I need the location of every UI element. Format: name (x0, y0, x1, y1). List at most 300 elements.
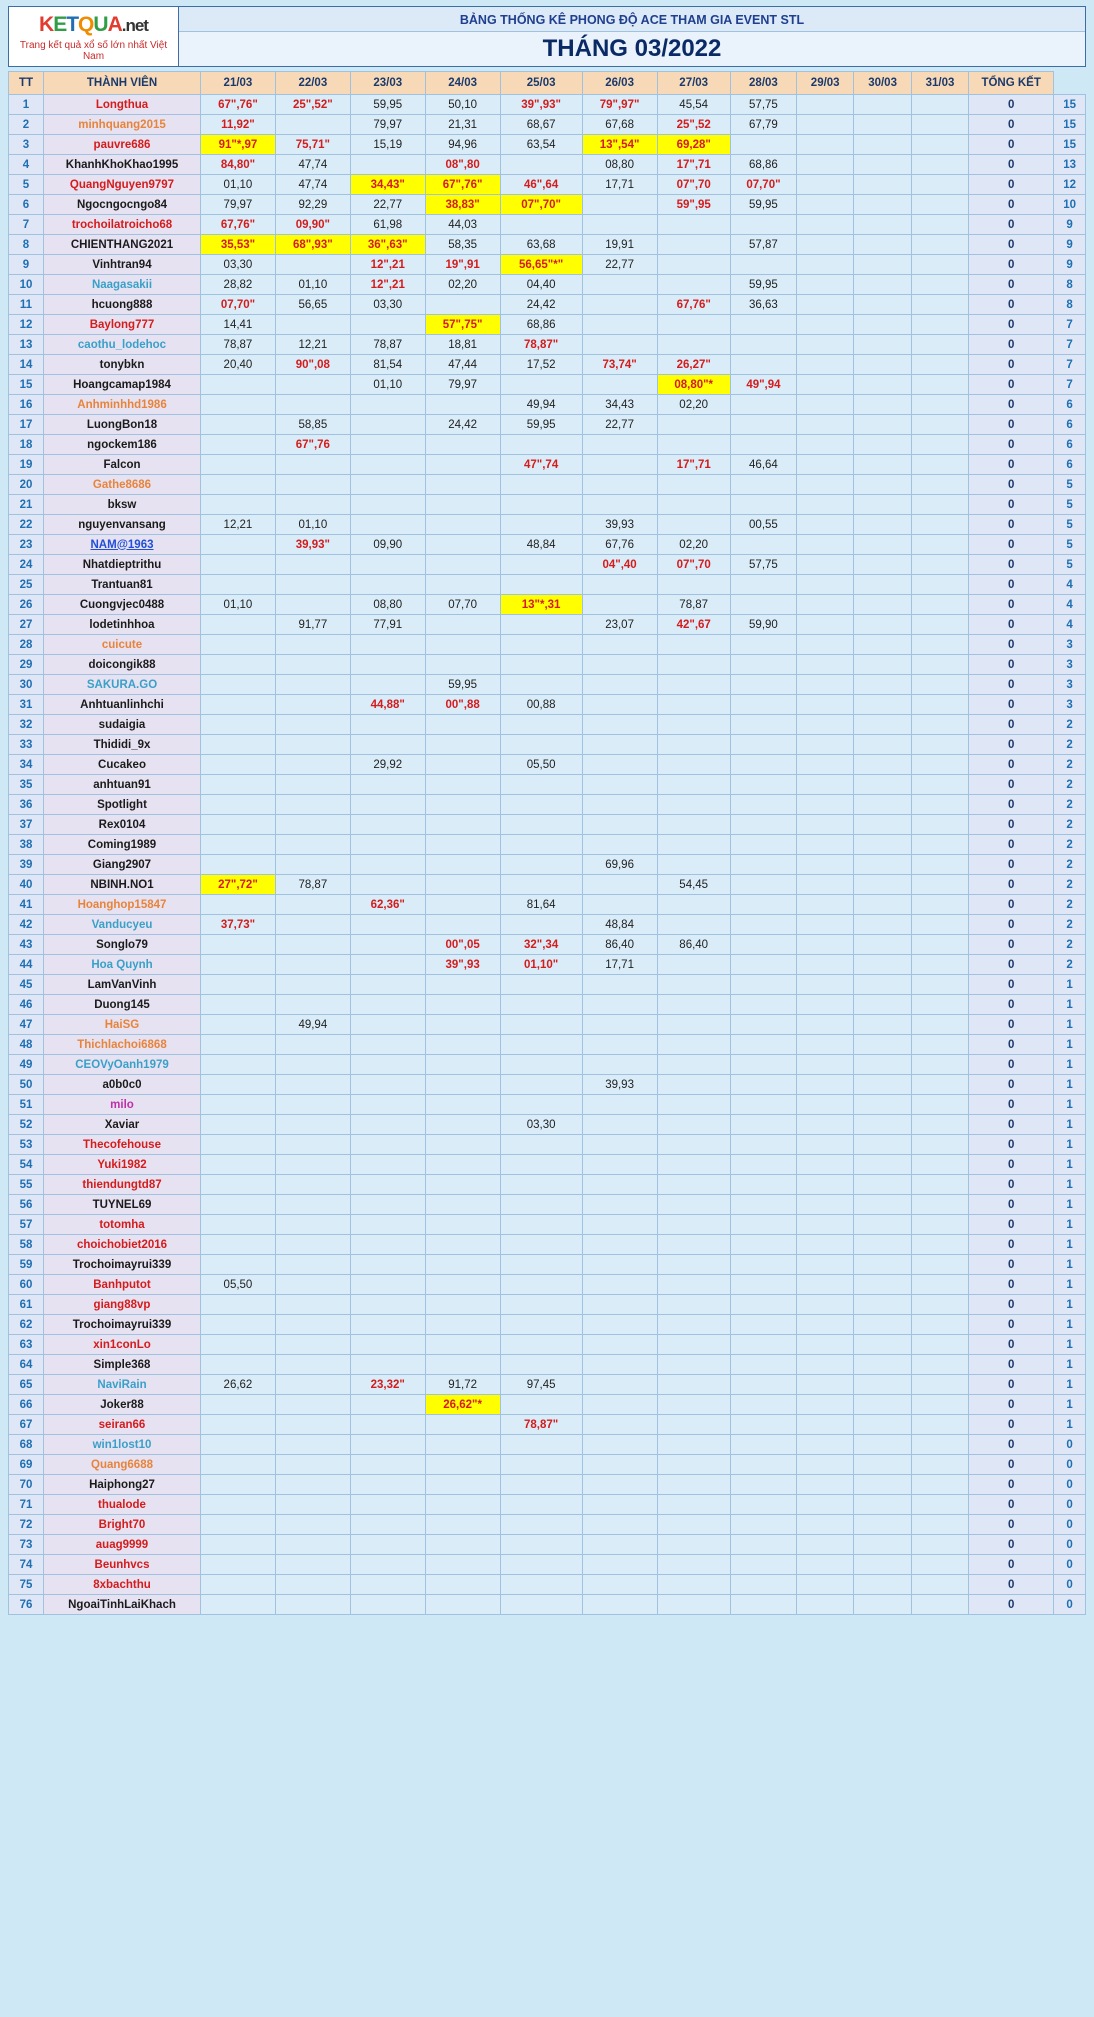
table-row (9, 695, 1086, 715)
score-cell (350, 715, 425, 735)
zero-count: 0 (969, 1535, 1054, 1555)
member-name-label: win1lost10 (92, 1438, 152, 1451)
site-logo[interactable] (9, 7, 179, 66)
score-cell (911, 1435, 968, 1455)
table-row (9, 1515, 1086, 1535)
score-cell (797, 1015, 854, 1035)
row-index: 63 (9, 1335, 44, 1355)
score-cell (500, 815, 582, 835)
score-cell (657, 1335, 730, 1355)
score-cell (854, 1175, 911, 1195)
score-cell (657, 1455, 730, 1475)
total-score: 1 (1054, 1335, 1086, 1355)
score-cell (797, 1275, 854, 1295)
score-cell (425, 395, 500, 415)
score-cell (657, 1295, 730, 1315)
member-name[interactable] (44, 655, 201, 675)
score-cell: 26,27" (657, 355, 730, 375)
member-name-label: sudaigia (98, 718, 146, 731)
member-name[interactable] (44, 835, 201, 855)
score-cell (500, 555, 582, 575)
member-name[interactable] (44, 1435, 201, 1455)
score-cell (350, 675, 425, 695)
score-cell (730, 1115, 796, 1135)
member-name[interactable] (44, 1575, 201, 1595)
score-cell (797, 1475, 854, 1495)
zero-count: 0 (969, 415, 1054, 435)
score-cell (350, 1235, 425, 1255)
total-score: 0 (1054, 1555, 1086, 1575)
score-cell (350, 515, 425, 535)
score-cell (911, 1295, 968, 1315)
score-cell (854, 535, 911, 555)
score-cell: 78,87" (500, 1415, 582, 1435)
score-cell (350, 1535, 425, 1555)
member-name[interactable] (44, 1075, 201, 1095)
score-cell: 47,74 (275, 175, 350, 195)
score-cell (911, 1055, 968, 1075)
member-name[interactable] (44, 1515, 201, 1535)
score-cell (854, 415, 911, 435)
score-cell (911, 895, 968, 915)
row-index: 37 (9, 815, 44, 835)
score-cell (500, 795, 582, 815)
score-cell (730, 355, 796, 375)
score-cell (730, 1435, 796, 1455)
member-name[interactable] (44, 615, 201, 635)
member-name[interactable] (44, 335, 201, 355)
score-cell (657, 1395, 730, 1415)
row-index: 13 (9, 335, 44, 355)
row-index: 38 (9, 835, 44, 855)
score-cell (730, 1455, 796, 1475)
score-cell: 05,50 (201, 1275, 276, 1295)
total-score: 0 (1054, 1495, 1086, 1515)
table-row (9, 575, 1086, 595)
score-cell: 12",21 (350, 275, 425, 295)
score-cell (730, 715, 796, 735)
member-name[interactable] (44, 955, 201, 975)
score-cell (201, 635, 276, 655)
member-name[interactable] (44, 175, 201, 195)
member-name-label: NaviRain (97, 1378, 147, 1391)
total-score: 2 (1054, 875, 1086, 895)
score-cell (275, 1035, 350, 1055)
score-cell (275, 1075, 350, 1095)
total-score: 7 (1054, 315, 1086, 335)
score-cell: 44,88" (350, 695, 425, 715)
table-head (9, 72, 1086, 95)
score-cell (425, 655, 500, 675)
score-cell (350, 555, 425, 575)
score-cell (425, 1115, 500, 1135)
member-name[interactable] (44, 1455, 201, 1475)
score-cell (425, 455, 500, 475)
member-name[interactable] (44, 815, 201, 835)
member-name[interactable] (44, 495, 201, 515)
score-cell (730, 1595, 796, 1615)
score-cell: 42",67 (657, 615, 730, 635)
table-row (9, 755, 1086, 775)
score-cell (350, 835, 425, 855)
score-cell (500, 1555, 582, 1575)
member-name[interactable] (44, 215, 201, 235)
member-name-label: tonybkn (99, 358, 145, 371)
score-cell (854, 855, 911, 875)
score-cell: 79,97 (201, 195, 276, 215)
score-cell: 08,80 (350, 595, 425, 615)
score-cell (582, 575, 657, 595)
total-score: 1 (1054, 1375, 1086, 1395)
score-cell (911, 855, 968, 875)
score-cell (425, 875, 500, 895)
table-row (9, 1595, 1086, 1615)
zero-count: 0 (969, 315, 1054, 335)
member-name[interactable] (44, 355, 201, 375)
score-cell (350, 1135, 425, 1155)
total-score: 1 (1054, 1075, 1086, 1095)
score-cell (201, 675, 276, 695)
score-cell: 07",70 (657, 175, 730, 195)
score-cell (911, 1555, 968, 1575)
score-cell (657, 995, 730, 1015)
table-row (9, 1215, 1086, 1235)
score-cell (797, 1335, 854, 1355)
score-cell (911, 115, 968, 135)
member-name[interactable] (44, 775, 201, 795)
member-name[interactable] (44, 1595, 201, 1615)
score-cell (350, 915, 425, 935)
score-cell (730, 935, 796, 955)
member-name[interactable] (44, 155, 201, 175)
member-name[interactable] (44, 895, 201, 915)
member-name[interactable] (44, 475, 201, 495)
member-name[interactable] (44, 435, 201, 455)
column-header-day-29-03: 29/03 (797, 72, 854, 95)
table-row (9, 895, 1086, 915)
row-index: 9 (9, 255, 44, 275)
member-name[interactable] (44, 1015, 201, 1035)
score-cell (201, 835, 276, 855)
score-cell (797, 495, 854, 515)
score-cell (854, 255, 911, 275)
table-row (9, 195, 1086, 215)
member-name[interactable] (44, 1395, 201, 1415)
member-name[interactable] (44, 375, 201, 395)
score-cell (730, 995, 796, 1015)
member-name[interactable] (44, 695, 201, 715)
score-cell (911, 255, 968, 275)
member-name[interactable] (44, 1115, 201, 1135)
member-name[interactable] (44, 295, 201, 315)
member-name[interactable] (44, 1535, 201, 1555)
row-index: 15 (9, 375, 44, 395)
score-cell (201, 1335, 276, 1355)
member-name[interactable] (44, 1055, 201, 1075)
score-cell: 81,54 (350, 355, 425, 375)
member-name-label: Hoa Quynh (91, 958, 153, 971)
table-row (9, 1035, 1086, 1055)
score-cell (201, 1435, 276, 1455)
zero-count: 0 (969, 815, 1054, 835)
logo-slogan: Trang kết quả xổ số lớn nhất Việt Nam (19, 40, 168, 62)
score-cell (275, 1255, 350, 1275)
score-cell (350, 1575, 425, 1595)
member-name[interactable] (44, 535, 201, 555)
score-cell (911, 955, 968, 975)
zero-count: 0 (969, 715, 1054, 735)
member-name[interactable] (44, 315, 201, 335)
row-index: 64 (9, 1355, 44, 1375)
score-cell (730, 1495, 796, 1515)
member-name[interactable] (44, 515, 201, 535)
score-cell (500, 475, 582, 495)
score-cell (797, 395, 854, 415)
member-name[interactable] (44, 1215, 201, 1235)
member-name[interactable] (44, 275, 201, 295)
member-name[interactable] (44, 1375, 201, 1395)
score-cell (730, 975, 796, 995)
member-name[interactable] (44, 915, 201, 935)
member-name[interactable] (44, 1315, 201, 1335)
total-score: 1 (1054, 1395, 1086, 1415)
score-cell (911, 935, 968, 955)
member-name[interactable] (44, 135, 201, 155)
table-row (9, 455, 1086, 475)
score-cell (797, 415, 854, 435)
member-name[interactable] (44, 1175, 201, 1195)
score-cell (350, 1315, 425, 1335)
table-row (9, 295, 1086, 315)
member-name-label: giang88vp (93, 1298, 151, 1311)
score-cell (500, 1535, 582, 1555)
zero-count: 0 (969, 675, 1054, 695)
score-cell (425, 895, 500, 915)
member-name-label: SAKURA.GO (86, 678, 158, 691)
score-cell (201, 1215, 276, 1235)
member-name-label: milo (110, 1098, 134, 1111)
score-cell (797, 935, 854, 955)
score-cell (854, 1555, 911, 1575)
zero-count: 0 (969, 875, 1054, 895)
score-cell (201, 1595, 276, 1615)
score-cell (854, 1275, 911, 1295)
table-row (9, 215, 1086, 235)
score-cell (582, 815, 657, 835)
score-cell (854, 1455, 911, 1475)
score-cell (730, 735, 796, 755)
member-name[interactable] (44, 195, 201, 215)
table-row (9, 1175, 1086, 1195)
score-cell: 00",05 (425, 935, 500, 955)
score-cell (582, 795, 657, 815)
score-cell (657, 1595, 730, 1615)
total-score: 3 (1054, 695, 1086, 715)
score-cell (350, 1555, 425, 1575)
score-cell: 90",08 (275, 355, 350, 375)
column-header-day-22-03: 22/03 (275, 72, 350, 95)
member-name[interactable] (44, 935, 201, 955)
score-cell (201, 1175, 276, 1195)
row-index: 68 (9, 1435, 44, 1455)
member-name[interactable] (44, 875, 201, 895)
member-name[interactable] (44, 1135, 201, 1155)
score-cell: 03,30 (350, 295, 425, 315)
member-name[interactable] (44, 1155, 201, 1175)
row-index: 5 (9, 175, 44, 195)
member-name[interactable] (44, 755, 201, 775)
score-cell (911, 615, 968, 635)
table-row (9, 1435, 1086, 1455)
member-name-label: Thididi_9x (93, 738, 151, 751)
member-name[interactable] (44, 595, 201, 615)
score-cell (657, 1475, 730, 1495)
score-cell (350, 1435, 425, 1455)
member-name[interactable] (44, 95, 201, 115)
score-cell (425, 535, 500, 555)
member-name[interactable] (44, 975, 201, 995)
score-cell (730, 1235, 796, 1255)
header-title: THÁNG 03/2022 (179, 32, 1085, 66)
member-name[interactable] (44, 635, 201, 655)
score-cell (500, 915, 582, 935)
score-cell (911, 275, 968, 295)
score-cell (797, 275, 854, 295)
member-name[interactable] (44, 1555, 201, 1575)
score-cell (425, 1415, 500, 1435)
total-score: 9 (1054, 235, 1086, 255)
score-cell (657, 1255, 730, 1275)
member-name[interactable] (44, 1295, 201, 1315)
member-name-label: nguyenvansang (78, 518, 166, 531)
score-cell: 07",70 (657, 555, 730, 575)
score-cell (582, 1275, 657, 1295)
member-name[interactable] (44, 675, 201, 695)
total-score: 5 (1054, 515, 1086, 535)
member-name[interactable] (44, 855, 201, 875)
score-cell: 97,45 (500, 1375, 582, 1395)
zero-count: 0 (969, 1015, 1054, 1035)
score-cell (797, 1295, 854, 1315)
member-name[interactable] (44, 715, 201, 735)
score-cell (797, 1055, 854, 1075)
score-cell: 22,77 (582, 255, 657, 275)
member-name[interactable] (44, 1195, 201, 1215)
score-cell: 59,95 (500, 415, 582, 435)
member-name[interactable] (44, 1235, 201, 1255)
score-cell (350, 875, 425, 895)
member-name[interactable] (44, 115, 201, 135)
score-cell: 78,87 (657, 595, 730, 615)
score-cell: 69,28" (657, 135, 730, 155)
table-row (9, 635, 1086, 655)
member-name-label: xin1conLo (93, 1338, 151, 1351)
title-block (179, 7, 1085, 66)
member-name[interactable] (44, 235, 201, 255)
score-cell (657, 235, 730, 255)
member-name[interactable] (44, 415, 201, 435)
score-cell (201, 775, 276, 795)
member-name[interactable] (44, 1275, 201, 1295)
table-row (9, 335, 1086, 355)
member-name[interactable] (44, 575, 201, 595)
score-cell: 26,62 (201, 1375, 276, 1395)
score-cell: 58,85 (275, 415, 350, 435)
row-index: 27 (9, 615, 44, 635)
score-cell (730, 135, 796, 155)
score-cell (854, 1255, 911, 1275)
score-cell (911, 1175, 968, 1195)
table-row (9, 1015, 1086, 1035)
member-name[interactable] (44, 1355, 201, 1375)
score-cell (275, 695, 350, 715)
member-name[interactable] (44, 1095, 201, 1115)
member-name[interactable] (44, 1335, 201, 1355)
score-cell (425, 515, 500, 535)
total-score: 1 (1054, 1275, 1086, 1295)
score-cell (730, 1095, 796, 1115)
score-cell: 47",74 (500, 455, 582, 475)
score-cell: 73,74" (582, 355, 657, 375)
score-cell (275, 1295, 350, 1315)
member-name[interactable] (44, 1255, 201, 1275)
member-name[interactable] (44, 995, 201, 1015)
total-score: 1 (1054, 1035, 1086, 1055)
member-name-label: Haiphong27 (89, 1478, 155, 1491)
member-name[interactable] (44, 795, 201, 815)
zero-count: 0 (969, 1075, 1054, 1095)
zero-count: 0 (969, 215, 1054, 235)
member-name[interactable] (44, 255, 201, 275)
score-cell: 03,30 (201, 255, 276, 275)
score-cell (582, 1315, 657, 1335)
score-cell (854, 1215, 911, 1235)
score-cell (657, 1175, 730, 1195)
zero-count: 0 (969, 1435, 1054, 1455)
zero-count: 0 (969, 475, 1054, 495)
member-name[interactable] (44, 455, 201, 475)
member-name[interactable] (44, 555, 201, 575)
score-cell (582, 775, 657, 795)
score-cell (350, 475, 425, 495)
member-name-label: Gathe8686 (92, 478, 152, 491)
member-name-label: choichobiet2016 (76, 1238, 168, 1251)
score-cell (854, 715, 911, 735)
score-cell: 07,70" (730, 175, 796, 195)
table-row (9, 495, 1086, 515)
score-cell (854, 395, 911, 415)
score-cell (350, 395, 425, 415)
member-name[interactable] (44, 395, 201, 415)
score-cell (582, 1235, 657, 1255)
member-name[interactable] (44, 735, 201, 755)
score-cell (500, 1475, 582, 1495)
member-name[interactable] (44, 1495, 201, 1515)
score-cell (275, 1515, 350, 1535)
score-cell (730, 775, 796, 795)
score-cell (911, 1535, 968, 1555)
member-name-label: auag9999 (95, 1538, 149, 1551)
score-cell (201, 1535, 276, 1555)
score-cell (201, 395, 276, 415)
member-name[interactable] (44, 1035, 201, 1055)
score-cell (797, 1155, 854, 1175)
zero-count: 0 (969, 1375, 1054, 1395)
score-cell (854, 495, 911, 515)
score-cell (730, 915, 796, 935)
member-name[interactable] (44, 1475, 201, 1495)
member-name[interactable] (44, 1415, 201, 1435)
